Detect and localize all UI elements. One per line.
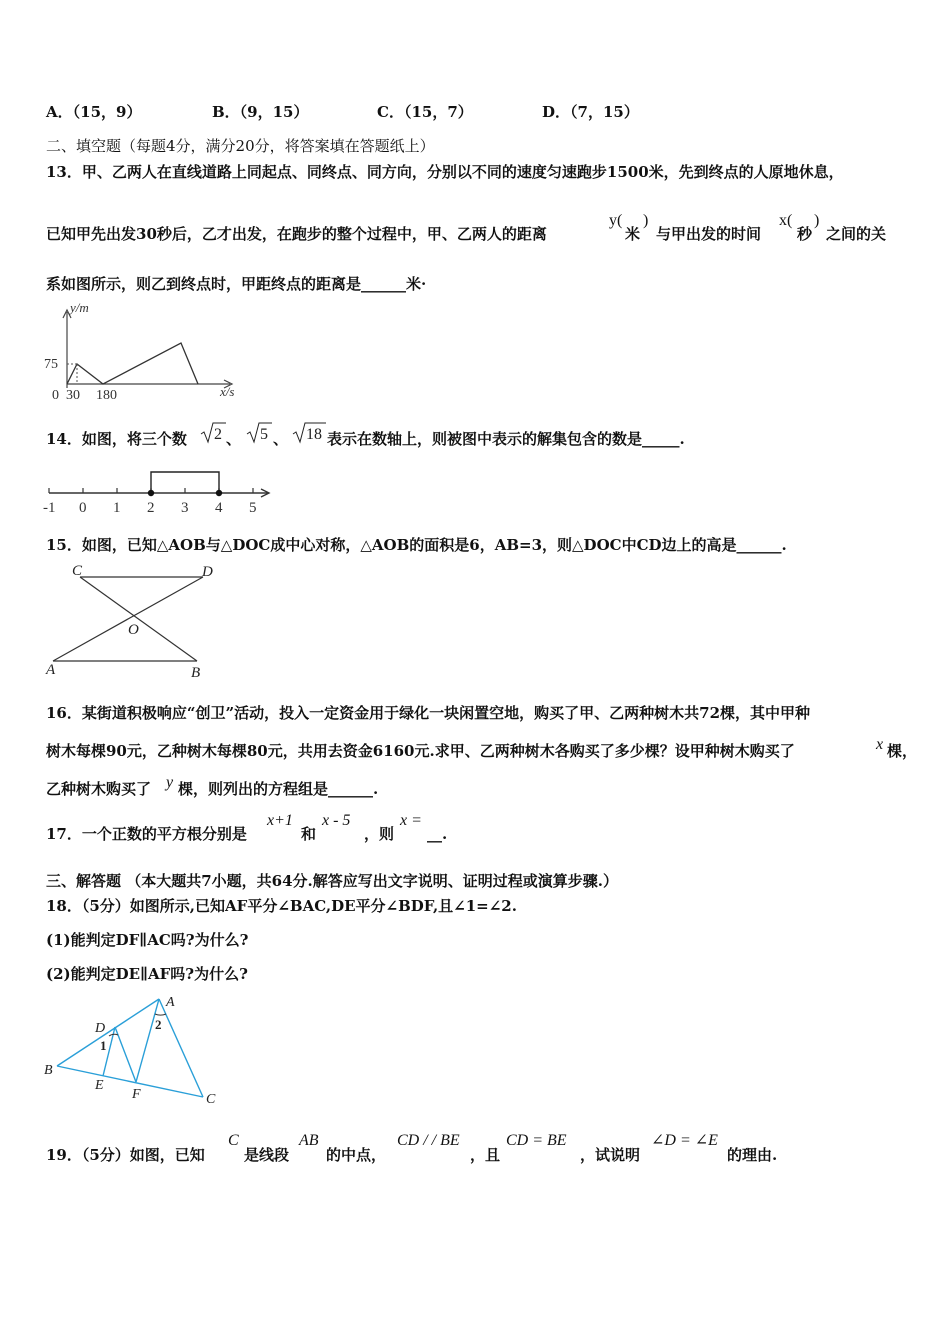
q17-text-b: 和 — [301, 825, 317, 843]
q13-x-symbol: x( — [779, 212, 793, 229]
q13-origin: 0 — [52, 388, 59, 403]
q15-figure — [40, 560, 230, 684]
q18-line1: 18．（5分）如图所示,已知AF平分∠BAC,DE平分∠BDF,且∠1=∠2. — [46, 897, 517, 915]
q14-number-line — [40, 466, 280, 518]
q13-x-paren: ) — [814, 212, 820, 229]
q16-line3a: 乙种树木购买了 — [46, 780, 152, 798]
q19-math-ab: AB — [299, 1132, 319, 1149]
q17-expr-x-plus-1: x+1 — [267, 812, 293, 829]
section2-heading: 二、填空题（每题4分，满分20分，将答案填在答题纸上） — [46, 137, 435, 155]
q18-angle-1: 1 — [100, 1038, 107, 1053]
q19-text-b: 是线段 — [244, 1146, 290, 1164]
q17-text-d: __. — [427, 825, 448, 843]
q13-line2c: 之间的关 — [826, 225, 887, 243]
q14-separator-1: 、 — [226, 430, 242, 448]
q13-y-tick: 75 — [44, 357, 58, 372]
q14-text-a: 14．如图，将三个数 — [46, 430, 187, 448]
q19-text-a: 19．（5分）如图，已知 — [46, 1146, 205, 1164]
q12-option-c: C．（15，7） — [377, 103, 473, 121]
q15-text: 15．如图，已知△AOB与△DOC成中心对称，△AOB的面积是6，AB=3，则△DOC中CD边上的高是______. — [46, 536, 787, 554]
q15-label-a: A — [46, 662, 56, 678]
q13-line2b: 与甲出发的时间 — [656, 225, 762, 243]
q13-x-tick-30: 30 — [66, 388, 80, 403]
q13-line3: 系如图所示，则乙到终点时，甲距终点的距离是______米· — [46, 275, 427, 293]
q19-text-d: ，且 — [470, 1146, 501, 1164]
svg-text:18: 18 — [306, 426, 322, 443]
q13-y-axis-label: y/m — [70, 300, 89, 315]
q14-label: 0 — [79, 500, 87, 516]
q13-y-unit: 米 — [625, 225, 641, 243]
q13-x-tick-180: 180 — [96, 388, 117, 403]
q14-separator-2: 、 — [273, 430, 289, 448]
q18-label-c: C — [206, 1092, 216, 1107]
q19-math-cd-parallel-be: CD / / BE — [397, 1132, 460, 1149]
q18-label-b: B — [44, 1063, 53, 1078]
q14-label: 5 — [249, 500, 257, 516]
q18-sub1: (1)能判定DF∥AC吗?为什么? — [46, 931, 249, 949]
q18-sub2: (2)能判定DE∥AF吗?为什么? — [46, 965, 248, 983]
q12-option-d: D．（7，15） — [542, 103, 639, 121]
q14-sqrt-5 — [246, 420, 272, 444]
q12-option-b: B．（9，15） — [212, 103, 309, 121]
q17-text-a: 17．一个正数的平方根分别是 — [46, 825, 247, 843]
q19-math-angle-eq: ∠D = ∠E — [651, 1132, 718, 1149]
q16-line2b: 棵， — [887, 742, 918, 760]
q14-solid-dot-2 — [148, 490, 154, 496]
q15-label-o: O — [128, 622, 139, 638]
q12-option-a: A．（15，9） — [46, 103, 142, 121]
q18-label-a: A — [166, 995, 175, 1010]
q19-math-c: C — [228, 1132, 239, 1149]
q13-x-unit: 秒 — [797, 225, 813, 243]
q17-text-c: ，则 — [364, 825, 395, 843]
q16-var-x: x — [876, 736, 884, 753]
q19-text-f: 的理由. — [727, 1146, 778, 1164]
q14-sqrt-2 — [200, 420, 226, 444]
q14-text-b: 表示在数轴上，则被图中表示的解集包含的数是_____. — [327, 430, 685, 448]
q16-var-y: y — [166, 774, 174, 791]
q14-label: 4 — [215, 500, 223, 516]
svg-text:2: 2 — [214, 426, 222, 443]
q13-line2a: 已知甲先出发30秒后，乙才出发，在跑步的整个过程中，甲、乙两人的距离 — [46, 225, 547, 243]
q17-expr-x-minus-5: x - 5 — [322, 812, 351, 829]
q18-triangle-figure — [40, 990, 230, 1110]
q14-label: 2 — [147, 500, 155, 516]
q18-angle-2: 2 — [155, 1017, 162, 1032]
q18-label-e: E — [95, 1078, 104, 1093]
q19-math-cd-eq-be: CD = BE — [506, 1132, 567, 1149]
q13-graph-line — [67, 343, 198, 384]
q18-label-f: F — [132, 1087, 141, 1102]
q14-label: -1 — [43, 500, 56, 516]
q18-label-d: D — [95, 1021, 106, 1036]
q14-solid-dot-4 — [216, 490, 222, 496]
q13-x-axis-label: x/s — [220, 384, 235, 399]
q16-line3b: 棵，则列出的方程组是______. — [178, 780, 379, 798]
q14-label: 3 — [181, 500, 189, 516]
q15-label-c: C — [72, 563, 83, 579]
q17-expr-x-eq: x = — [400, 812, 422, 829]
q16-line1: 16．某街道积极响应“创卫”活动，投入一定资金用于绿化一块闲置空地，购买了甲、乙两种树木共72棵，其中甲种 — [46, 704, 811, 722]
section3-heading: 三、解答题 （本大题共7小题，共64分.解答应写出文字说明、证明过程或演算步骤.） — [46, 872, 618, 890]
q19-text-e: ，试说明 — [580, 1146, 641, 1164]
q13-y-paren: ) — [643, 212, 649, 229]
q13-distance-time-graph — [40, 300, 260, 410]
q13-y-symbol: y( — [609, 212, 623, 229]
svg-text:5: 5 — [260, 426, 268, 443]
q14-sqrt-18 — [292, 420, 326, 444]
q15-label-b: B — [191, 665, 201, 681]
q16-line2a: 树木每棵90元，乙种树木每棵80元，共用去资金6160元.求甲、乙两种树木各购买了多少棵？设甲种树木购买了 — [46, 742, 795, 760]
q14-label: 1 — [113, 500, 121, 516]
q15-label-d: D — [202, 564, 213, 580]
q13-line1: 13．甲、乙两人在直线道路上同起点、同终点、同方向，分别以不同的速度匀速跑步1500米，先到终点的人原地休息， — [46, 163, 844, 181]
q19-text-c: 的中点， — [326, 1146, 387, 1164]
